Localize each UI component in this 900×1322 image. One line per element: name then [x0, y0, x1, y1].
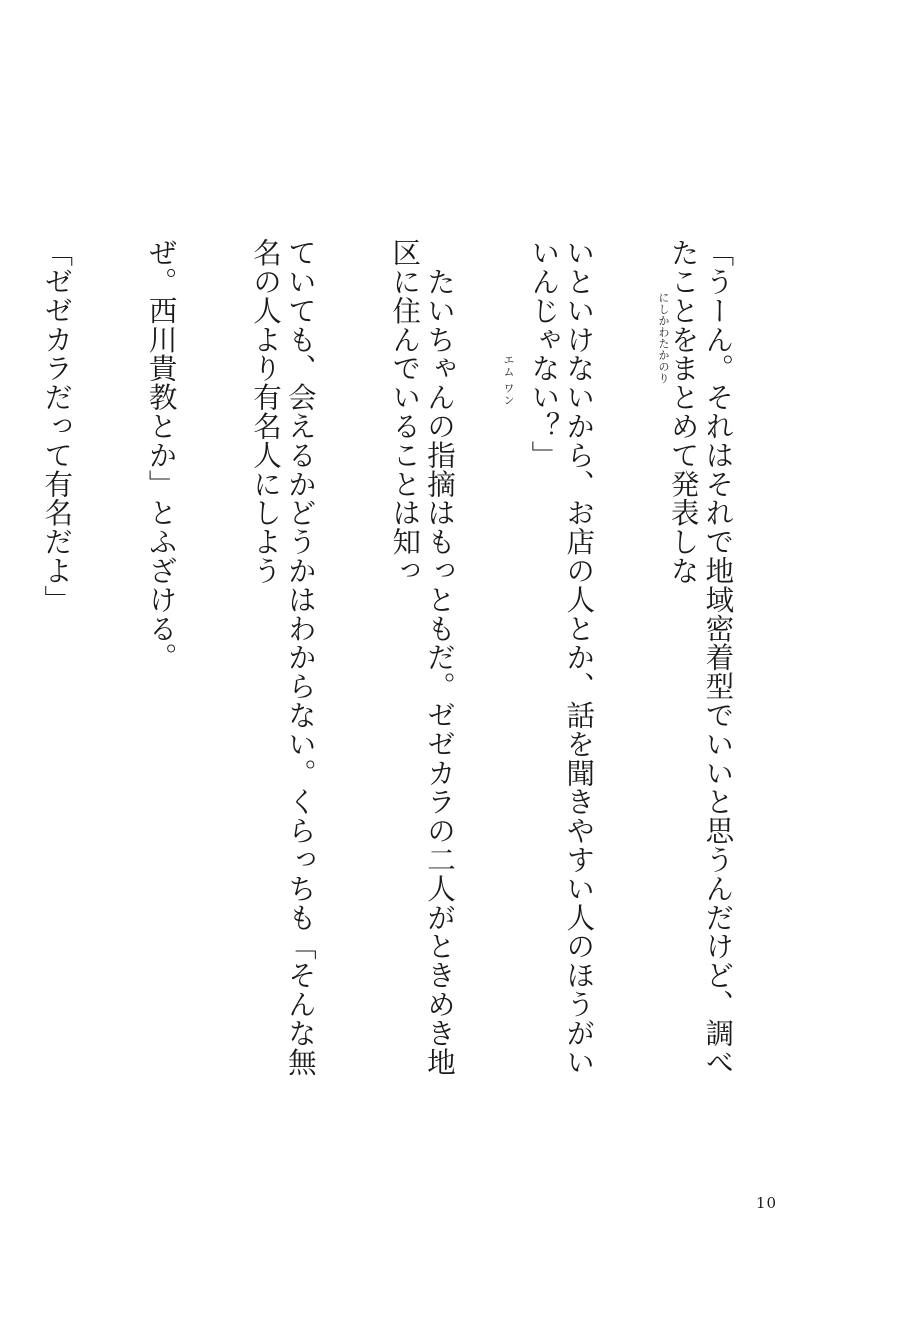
page-number: 10	[756, 1194, 778, 1212]
text-line: いといけないから、お店の人とか、話を聞きやすい人のほうがいいんじゃない？」	[527, 238, 596, 1077]
text-line: ぜ。西川貴教とか」とふざける。	[144, 238, 178, 672]
text-line: 「ゼゼカラだって有名だよ」	[40, 238, 74, 614]
text-line: たいちゃんの指摘はもっともだ。ゼゼカラの二人がときめき地区に住んでいることは知っ	[388, 238, 457, 1077]
ruby-nishikawa: にしかわたかのり	[657, 292, 670, 384]
ruby-m1: エム ワン	[502, 354, 515, 407]
text-line: ていても、会えるかどうかはわからない。くらっちも「そんな無名の人より有名人にしよう	[249, 238, 317, 1077]
body-text	[0, 238, 804, 1084]
text-line: 「うーん。それはそれで地域密着型でいいと思うんだけど、調べたことをまとめて発表しな	[666, 238, 735, 1077]
